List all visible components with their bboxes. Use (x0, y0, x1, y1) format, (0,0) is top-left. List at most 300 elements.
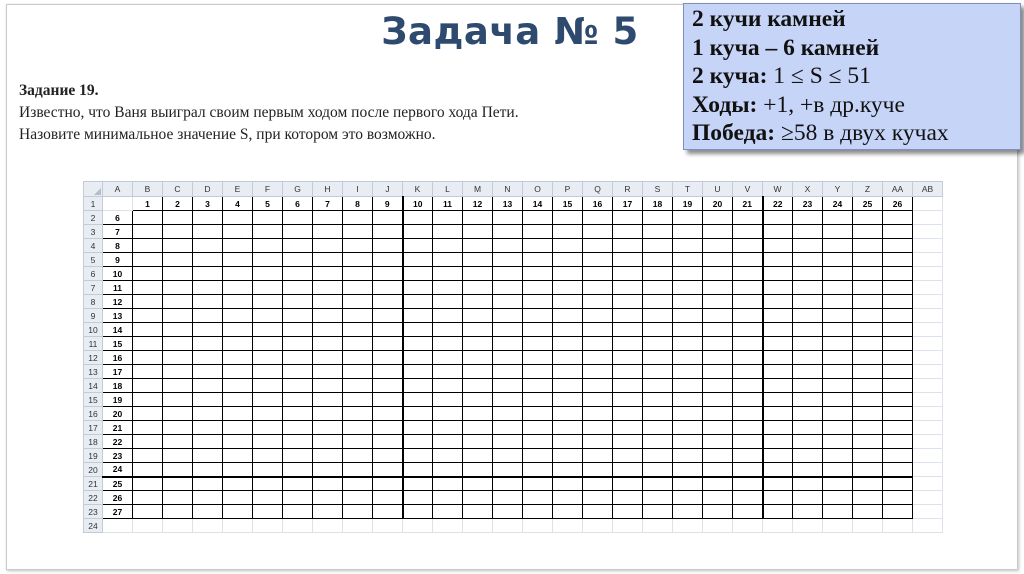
cell-r10[interactable] (613, 323, 643, 337)
cell-o3[interactable] (523, 225, 553, 239)
cell-w20[interactable] (763, 463, 793, 477)
cell-b17[interactable] (133, 421, 163, 435)
cell-t9[interactable] (673, 309, 703, 323)
cell-v23[interactable] (733, 505, 763, 519)
cell-j24[interactable] (373, 519, 403, 533)
cell-m13[interactable] (463, 365, 493, 379)
column-header-v[interactable]: V (733, 182, 763, 197)
row-header-10[interactable]: 10 (84, 323, 103, 337)
cell-b7[interactable] (133, 281, 163, 295)
cell-b10[interactable] (133, 323, 163, 337)
cell-o1[interactable]: 14 (523, 197, 553, 211)
cell-c15[interactable] (163, 393, 193, 407)
cell-c8[interactable] (163, 295, 193, 309)
cell-g2[interactable] (283, 211, 313, 225)
cell-z17[interactable] (853, 421, 883, 435)
cell-p10[interactable] (553, 323, 583, 337)
cell-x21[interactable] (793, 477, 823, 491)
row-header-8[interactable]: 8 (84, 295, 103, 309)
cell-aa5[interactable] (883, 253, 913, 267)
cell-b21[interactable] (133, 477, 163, 491)
cell-x17[interactable] (793, 421, 823, 435)
cell-d3[interactable] (193, 225, 223, 239)
cell-v18[interactable] (733, 435, 763, 449)
cell-a19[interactable]: 23 (103, 449, 133, 463)
cell-s9[interactable] (643, 309, 673, 323)
cell-ab8[interactable] (913, 295, 943, 309)
cell-aa9[interactable] (883, 309, 913, 323)
cell-ab10[interactable] (913, 323, 943, 337)
cell-a5[interactable]: 9 (103, 253, 133, 267)
cell-c1[interactable]: 2 (163, 197, 193, 211)
cell-r18[interactable] (613, 435, 643, 449)
cell-w22[interactable] (763, 491, 793, 505)
cell-r19[interactable] (613, 449, 643, 463)
cell-k14[interactable] (403, 379, 433, 393)
cell-x10[interactable] (793, 323, 823, 337)
cell-f24[interactable] (253, 519, 283, 533)
cell-x22[interactable] (793, 491, 823, 505)
cell-l19[interactable] (433, 449, 463, 463)
cell-l20[interactable] (433, 463, 463, 477)
cell-p19[interactable] (553, 449, 583, 463)
cell-a9[interactable]: 13 (103, 309, 133, 323)
cell-h6[interactable] (313, 267, 343, 281)
cell-e4[interactable] (223, 239, 253, 253)
cell-ab24[interactable] (913, 519, 943, 533)
cell-o9[interactable] (523, 309, 553, 323)
cell-x15[interactable] (793, 393, 823, 407)
cell-c20[interactable] (163, 463, 193, 477)
cell-k7[interactable] (403, 281, 433, 295)
row-header-6[interactable]: 6 (84, 267, 103, 281)
cell-q6[interactable] (583, 267, 613, 281)
cell-z19[interactable] (853, 449, 883, 463)
cell-a3[interactable]: 7 (103, 225, 133, 239)
cell-w14[interactable] (763, 379, 793, 393)
cell-k16[interactable] (403, 407, 433, 421)
cell-k2[interactable] (403, 211, 433, 225)
cell-t7[interactable] (673, 281, 703, 295)
cell-t3[interactable] (673, 225, 703, 239)
cell-l12[interactable] (433, 351, 463, 365)
cell-i14[interactable] (343, 379, 373, 393)
cell-v7[interactable] (733, 281, 763, 295)
cell-z7[interactable] (853, 281, 883, 295)
cell-y7[interactable] (823, 281, 853, 295)
cell-g21[interactable] (283, 477, 313, 491)
cell-h5[interactable] (313, 253, 343, 267)
cell-ab7[interactable] (913, 281, 943, 295)
cell-h2[interactable] (313, 211, 343, 225)
cell-m11[interactable] (463, 337, 493, 351)
cell-i22[interactable] (343, 491, 373, 505)
column-header-t[interactable]: T (673, 182, 703, 197)
cell-y18[interactable] (823, 435, 853, 449)
column-header-o[interactable]: O (523, 182, 553, 197)
cell-a2[interactable]: 6 (103, 211, 133, 225)
cell-a24[interactable] (103, 519, 133, 533)
cell-w17[interactable] (763, 421, 793, 435)
cell-aa3[interactable] (883, 225, 913, 239)
cell-j13[interactable] (373, 365, 403, 379)
column-header-d[interactable]: D (193, 182, 223, 197)
column-header-u[interactable]: U (703, 182, 733, 197)
cell-aa22[interactable] (883, 491, 913, 505)
cell-f13[interactable] (253, 365, 283, 379)
cell-v21[interactable] (733, 477, 763, 491)
cell-i9[interactable] (343, 309, 373, 323)
cell-x5[interactable] (793, 253, 823, 267)
cell-o5[interactable] (523, 253, 553, 267)
cell-p13[interactable] (553, 365, 583, 379)
cell-g19[interactable] (283, 449, 313, 463)
cell-e5[interactable] (223, 253, 253, 267)
cell-e7[interactable] (223, 281, 253, 295)
cell-r17[interactable] (613, 421, 643, 435)
column-header-s[interactable]: S (643, 182, 673, 197)
cell-e24[interactable] (223, 519, 253, 533)
cell-x13[interactable] (793, 365, 823, 379)
cell-q16[interactable] (583, 407, 613, 421)
cell-f23[interactable] (253, 505, 283, 519)
cell-i17[interactable] (343, 421, 373, 435)
cell-ab18[interactable] (913, 435, 943, 449)
cell-o18[interactable] (523, 435, 553, 449)
cell-z14[interactable] (853, 379, 883, 393)
cell-v11[interactable] (733, 337, 763, 351)
cell-r11[interactable] (613, 337, 643, 351)
cell-s21[interactable] (643, 477, 673, 491)
cell-h17[interactable] (313, 421, 343, 435)
cell-j11[interactable] (373, 337, 403, 351)
cell-o14[interactable] (523, 379, 553, 393)
cell-i1[interactable]: 8 (343, 197, 373, 211)
cell-d6[interactable] (193, 267, 223, 281)
cell-w10[interactable] (763, 323, 793, 337)
cell-o8[interactable] (523, 295, 553, 309)
cell-l23[interactable] (433, 505, 463, 519)
column-header-a[interactable]: A (103, 182, 133, 197)
cell-j5[interactable] (373, 253, 403, 267)
cell-s6[interactable] (643, 267, 673, 281)
cell-f14[interactable] (253, 379, 283, 393)
cell-w7[interactable] (763, 281, 793, 295)
cell-s4[interactable] (643, 239, 673, 253)
cell-p2[interactable] (553, 211, 583, 225)
cell-u5[interactable] (703, 253, 733, 267)
cell-t13[interactable] (673, 365, 703, 379)
cell-t6[interactable] (673, 267, 703, 281)
cell-s19[interactable] (643, 449, 673, 463)
column-header-e[interactable]: E (223, 182, 253, 197)
cell-s17[interactable] (643, 421, 673, 435)
cell-e13[interactable] (223, 365, 253, 379)
cell-c17[interactable] (163, 421, 193, 435)
cell-w12[interactable] (763, 351, 793, 365)
cell-l21[interactable] (433, 477, 463, 491)
cell-l10[interactable] (433, 323, 463, 337)
cell-n23[interactable] (493, 505, 523, 519)
cell-x1[interactable]: 23 (793, 197, 823, 211)
cell-w6[interactable] (763, 267, 793, 281)
cell-d19[interactable] (193, 449, 223, 463)
cell-h20[interactable] (313, 463, 343, 477)
cell-g9[interactable] (283, 309, 313, 323)
cell-p21[interactable] (553, 477, 583, 491)
cell-y9[interactable] (823, 309, 853, 323)
cell-j8[interactable] (373, 295, 403, 309)
cell-z15[interactable] (853, 393, 883, 407)
cell-n5[interactable] (493, 253, 523, 267)
cell-i18[interactable] (343, 435, 373, 449)
cell-s12[interactable] (643, 351, 673, 365)
cell-t15[interactable] (673, 393, 703, 407)
cell-c4[interactable] (163, 239, 193, 253)
cell-a10[interactable]: 14 (103, 323, 133, 337)
cell-n18[interactable] (493, 435, 523, 449)
cell-o4[interactable] (523, 239, 553, 253)
cell-v1[interactable]: 21 (733, 197, 763, 211)
cell-u15[interactable] (703, 393, 733, 407)
cell-f4[interactable] (253, 239, 283, 253)
cell-t21[interactable] (673, 477, 703, 491)
cell-aa12[interactable] (883, 351, 913, 365)
cell-z9[interactable] (853, 309, 883, 323)
cell-y19[interactable] (823, 449, 853, 463)
cell-m3[interactable] (463, 225, 493, 239)
cell-d7[interactable] (193, 281, 223, 295)
cell-c21[interactable] (163, 477, 193, 491)
cell-m18[interactable] (463, 435, 493, 449)
cell-e12[interactable] (223, 351, 253, 365)
cell-ab23[interactable] (913, 505, 943, 519)
row-header-12[interactable]: 12 (84, 351, 103, 365)
cell-f21[interactable] (253, 477, 283, 491)
cell-r16[interactable] (613, 407, 643, 421)
cell-m22[interactable] (463, 491, 493, 505)
cell-b9[interactable] (133, 309, 163, 323)
cell-u9[interactable] (703, 309, 733, 323)
cell-y12[interactable] (823, 351, 853, 365)
cell-p3[interactable] (553, 225, 583, 239)
cell-z24[interactable] (853, 519, 883, 533)
cell-u17[interactable] (703, 421, 733, 435)
cell-h19[interactable] (313, 449, 343, 463)
cell-f22[interactable] (253, 491, 283, 505)
row-header-18[interactable]: 18 (84, 435, 103, 449)
cell-d12[interactable] (193, 351, 223, 365)
cell-h23[interactable] (313, 505, 343, 519)
cell-s15[interactable] (643, 393, 673, 407)
cell-f19[interactable] (253, 449, 283, 463)
cell-y17[interactable] (823, 421, 853, 435)
cell-n3[interactable] (493, 225, 523, 239)
cell-w21[interactable] (763, 477, 793, 491)
cell-i10[interactable] (343, 323, 373, 337)
column-header-g[interactable]: G (283, 182, 313, 197)
cell-f6[interactable] (253, 267, 283, 281)
cell-g17[interactable] (283, 421, 313, 435)
cell-z6[interactable] (853, 267, 883, 281)
row-header-16[interactable]: 16 (84, 407, 103, 421)
cell-m6[interactable] (463, 267, 493, 281)
cell-p1[interactable]: 15 (553, 197, 583, 211)
cell-d15[interactable] (193, 393, 223, 407)
cell-q4[interactable] (583, 239, 613, 253)
cell-a1[interactable] (103, 197, 133, 211)
cell-h13[interactable] (313, 365, 343, 379)
cell-q18[interactable] (583, 435, 613, 449)
cell-j3[interactable] (373, 225, 403, 239)
row-header-11[interactable]: 11 (84, 337, 103, 351)
cell-k15[interactable] (403, 393, 433, 407)
cell-aa11[interactable] (883, 337, 913, 351)
cell-p6[interactable] (553, 267, 583, 281)
cell-f3[interactable] (253, 225, 283, 239)
column-header-x[interactable]: X (793, 182, 823, 197)
cell-v12[interactable] (733, 351, 763, 365)
cell-k8[interactable] (403, 295, 433, 309)
cell-q12[interactable] (583, 351, 613, 365)
cell-y2[interactable] (823, 211, 853, 225)
cell-v24[interactable] (733, 519, 763, 533)
cell-p5[interactable] (553, 253, 583, 267)
cell-l17[interactable] (433, 421, 463, 435)
cell-b12[interactable] (133, 351, 163, 365)
cell-ab13[interactable] (913, 365, 943, 379)
cell-ab1[interactable] (913, 197, 943, 211)
cell-t4[interactable] (673, 239, 703, 253)
cell-q24[interactable] (583, 519, 613, 533)
cell-t24[interactable] (673, 519, 703, 533)
cell-q21[interactable] (583, 477, 613, 491)
cell-o6[interactable] (523, 267, 553, 281)
cell-x3[interactable] (793, 225, 823, 239)
cell-r4[interactable] (613, 239, 643, 253)
cell-w5[interactable] (763, 253, 793, 267)
cell-ab16[interactable] (913, 407, 943, 421)
cell-l3[interactable] (433, 225, 463, 239)
cell-w15[interactable] (763, 393, 793, 407)
cell-m2[interactable] (463, 211, 493, 225)
cell-p18[interactable] (553, 435, 583, 449)
cell-aa19[interactable] (883, 449, 913, 463)
cell-r15[interactable] (613, 393, 643, 407)
column-header-b[interactable]: B (133, 182, 163, 197)
cell-z10[interactable] (853, 323, 883, 337)
cell-b23[interactable] (133, 505, 163, 519)
column-header-r[interactable]: R (613, 182, 643, 197)
cell-l8[interactable] (433, 295, 463, 309)
cell-ab11[interactable] (913, 337, 943, 351)
cell-ab9[interactable] (913, 309, 943, 323)
cell-m16[interactable] (463, 407, 493, 421)
cell-t2[interactable] (673, 211, 703, 225)
spreadsheet-grid[interactable] (83, 181, 943, 533)
cell-a8[interactable]: 12 (103, 295, 133, 309)
cell-g15[interactable] (283, 393, 313, 407)
cell-f9[interactable] (253, 309, 283, 323)
cell-p11[interactable] (553, 337, 583, 351)
cell-j15[interactable] (373, 393, 403, 407)
cell-u19[interactable] (703, 449, 733, 463)
cell-u24[interactable] (703, 519, 733, 533)
cell-q9[interactable] (583, 309, 613, 323)
cell-u6[interactable] (703, 267, 733, 281)
cell-j16[interactable] (373, 407, 403, 421)
cell-d24[interactable] (193, 519, 223, 533)
cell-b6[interactable] (133, 267, 163, 281)
cell-p16[interactable] (553, 407, 583, 421)
cell-ab2[interactable] (913, 211, 943, 225)
cell-y4[interactable] (823, 239, 853, 253)
cell-v2[interactable] (733, 211, 763, 225)
cell-y16[interactable] (823, 407, 853, 421)
cell-y10[interactable] (823, 323, 853, 337)
cell-h21[interactable] (313, 477, 343, 491)
cell-j2[interactable] (373, 211, 403, 225)
cell-l4[interactable] (433, 239, 463, 253)
cell-p23[interactable] (553, 505, 583, 519)
cell-v22[interactable] (733, 491, 763, 505)
cell-m8[interactable] (463, 295, 493, 309)
cell-m4[interactable] (463, 239, 493, 253)
cell-aa16[interactable] (883, 407, 913, 421)
cell-b19[interactable] (133, 449, 163, 463)
cell-u13[interactable] (703, 365, 733, 379)
cell-h24[interactable] (313, 519, 343, 533)
cell-d18[interactable] (193, 435, 223, 449)
cell-i5[interactable] (343, 253, 373, 267)
cell-x20[interactable] (793, 463, 823, 477)
cell-z20[interactable] (853, 463, 883, 477)
cell-m12[interactable] (463, 351, 493, 365)
cell-a4[interactable]: 8 (103, 239, 133, 253)
cell-w16[interactable] (763, 407, 793, 421)
cell-g20[interactable] (283, 463, 313, 477)
cell-z13[interactable] (853, 365, 883, 379)
cell-j23[interactable] (373, 505, 403, 519)
cell-n14[interactable] (493, 379, 523, 393)
cell-h9[interactable] (313, 309, 343, 323)
cell-j22[interactable] (373, 491, 403, 505)
cell-x7[interactable] (793, 281, 823, 295)
cell-h11[interactable] (313, 337, 343, 351)
cell-d9[interactable] (193, 309, 223, 323)
cell-o22[interactable] (523, 491, 553, 505)
cell-j21[interactable] (373, 477, 403, 491)
cell-d21[interactable] (193, 477, 223, 491)
cell-d10[interactable] (193, 323, 223, 337)
cell-aa7[interactable] (883, 281, 913, 295)
column-header-k[interactable]: K (403, 182, 433, 197)
cell-q19[interactable] (583, 449, 613, 463)
cell-r12[interactable] (613, 351, 643, 365)
cell-q22[interactable] (583, 491, 613, 505)
cell-o20[interactable] (523, 463, 553, 477)
cell-g4[interactable] (283, 239, 313, 253)
cell-p14[interactable] (553, 379, 583, 393)
cell-y14[interactable] (823, 379, 853, 393)
cell-s3[interactable] (643, 225, 673, 239)
cell-k6[interactable] (403, 267, 433, 281)
cell-y8[interactable] (823, 295, 853, 309)
cell-h16[interactable] (313, 407, 343, 421)
cell-ab17[interactable] (913, 421, 943, 435)
cell-n2[interactable] (493, 211, 523, 225)
cell-l18[interactable] (433, 435, 463, 449)
